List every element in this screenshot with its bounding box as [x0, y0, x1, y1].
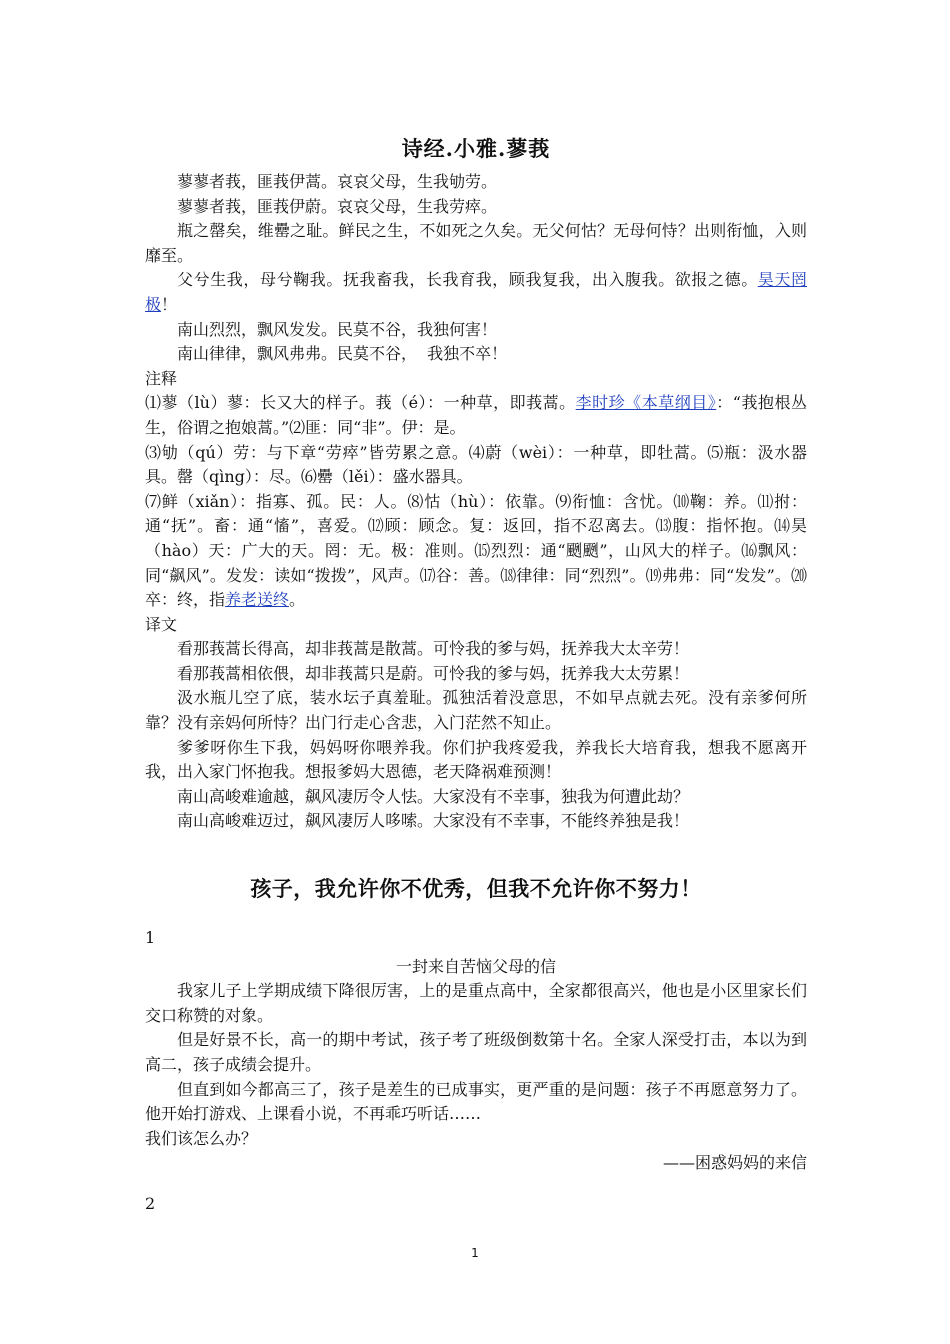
letter-title: 一封来自苦恼父母的信: [395, 956, 556, 976]
yanglao-link[interactable]: 养老送终: [225, 590, 290, 610]
letter-paragraph: 但是好景不长，高一的期中考试，孩子考了班级倒数第十名。全家人深受打击，本以为到高二，孩子成绩会提升。: [145, 1030, 807, 1074]
translation-line: 汲水瓶儿空了底，装水坛子真羞耻。孤独活着没意思，不如早点就去死。没有亲爹何所靠？没有亲妈何所恃？出门行走心含悲，入门茫然不知止。: [145, 688, 807, 733]
page-number: 1: [471, 1246, 479, 1260]
notes-section: [145, 391, 807, 612]
section-number: 2: [145, 1193, 156, 1213]
translation-line: 南山高峻难逾越，飙风凄厉令人怯。大家没有不幸事，独我为何遭此劫？: [177, 786, 690, 806]
letter-signature: ——困惑妈妈的来信: [662, 1153, 807, 1173]
note-paragraph: [145, 391, 807, 440]
note-text: 。: [289, 590, 306, 610]
letter-paragraph: 我们该怎么办？: [145, 1128, 258, 1148]
poem-line: 蓼蓼者莪，匪莪伊蔚。哀哀父母，生我劳瘁。: [177, 196, 498, 216]
note-paragraph: ⑶劬（qú）劳：与下章“劳瘁”皆劳累之意。⑷蔚（wèi）：一种草，即牡蒿。⑸瓶：汲水器具。罄（qìng）：尽。⑹罍（lěi）：盛水器具。: [145, 442, 807, 487]
translation-line: 看那莪蒿长得高，却非莪蒿是散蒿。可怜我的爹与妈，抚养我大太辛劳！: [177, 639, 690, 659]
poem-line: [145, 268, 807, 317]
note-paragraph: [145, 490, 807, 613]
note-text: ：“莪抱根丛生，俗谓之抱娘蒿。”⑵匪：同“非”。伊：是。: [145, 393, 807, 437]
poem-text: 父兮生我，母兮鞠我。抚我畜我，长我育我，顾我复我，出入腹我。欲报之德。: [177, 270, 758, 290]
note-text: ⑺鲜（xiǎn）：指寡、孤。民：人。⑻怙（hù）：依靠。⑼衔恤：含忧。⑽鞠：养。⑾拊：通“抚”。畜：通“慉”，喜爱。⑿顾：顾念。复：返回，指不忍离去。⒀腹：指怀抱。⒁昊（hào）天：广大的天。罔：无。极：准则。⒂烈烈：通“颲颲”，山风大的样子。⒃飘风：同“飙风”。发发：读如“拨拨”，风声。⒄谷：善。⒅律律：同“烈烈”。⒆弗弗：同“发发”。⒇卒：终，指: [145, 491, 807, 610]
poem-line: 瓶之罄矣，维罍之耻。鲜民之生，不如死之久矣。无父何怙？无母何恃？出则衔恤，入则靡至。: [145, 221, 807, 265]
translation-line: 爹爹呀你生下我，妈妈呀你喂养我。你们护我疼爱我，养我长大培育我，想我不愿离开我，出入家门怀抱我。想报爹妈大恩德，老天降祸难预测！: [145, 737, 807, 782]
bencao-link[interactable]: 李时珍《本草纲目》: [575, 393, 717, 413]
section-number: 1: [145, 928, 156, 948]
haotian-link[interactable]: 昊天罔极: [145, 270, 807, 314]
note-text: ⑴蓼（lù）蓼：长又大的样子。莪（é）：一种草，即莪蒿。: [145, 393, 576, 413]
poem-line: 南山律律，飘风弗弗。民莫不谷， 我独不卒！: [177, 344, 508, 364]
document-body: [145, 132, 807, 1217]
poem-text: ！: [161, 294, 178, 314]
translation-line: 看那莪蒿相依偎，却非莪蒿只是蔚。可怜我的爹与妈，抚养我大太劳累！: [177, 663, 690, 683]
poem-line: 蓼蓼者莪，匪莪伊蒿。哀哀父母，生我劬劳。: [177, 172, 498, 191]
letter-paragraph: 我家儿子上学期成绩下降很厉害，上的是重点高中，全家都很高兴，他也是小区里家长们交口称赞的对象。: [145, 981, 807, 1025]
poem-title: 诗经.小雅.蓼莪: [401, 136, 551, 161]
poem-line: 南山烈烈，飘风发发。民莫不谷，我独何害！: [177, 319, 498, 339]
translation-heading: 译文: [145, 614, 178, 634]
article-title: 孩子，我允许你不优秀，但我不允许你不努力！: [250, 876, 702, 902]
notes-heading: 注释: [145, 368, 178, 388]
translation-line: 南山高峻难迈过，飙风凄厉人哆嗦。大家没有不幸事，不能终养独是我！: [177, 811, 690, 831]
letter-paragraph: 但直到如今都高三了，孩子是差生的已成事实，更严重的是问题：孩子不再愿意努力了。他开始打游戏、上课看小说，不再乖巧听话……: [145, 1079, 807, 1124]
